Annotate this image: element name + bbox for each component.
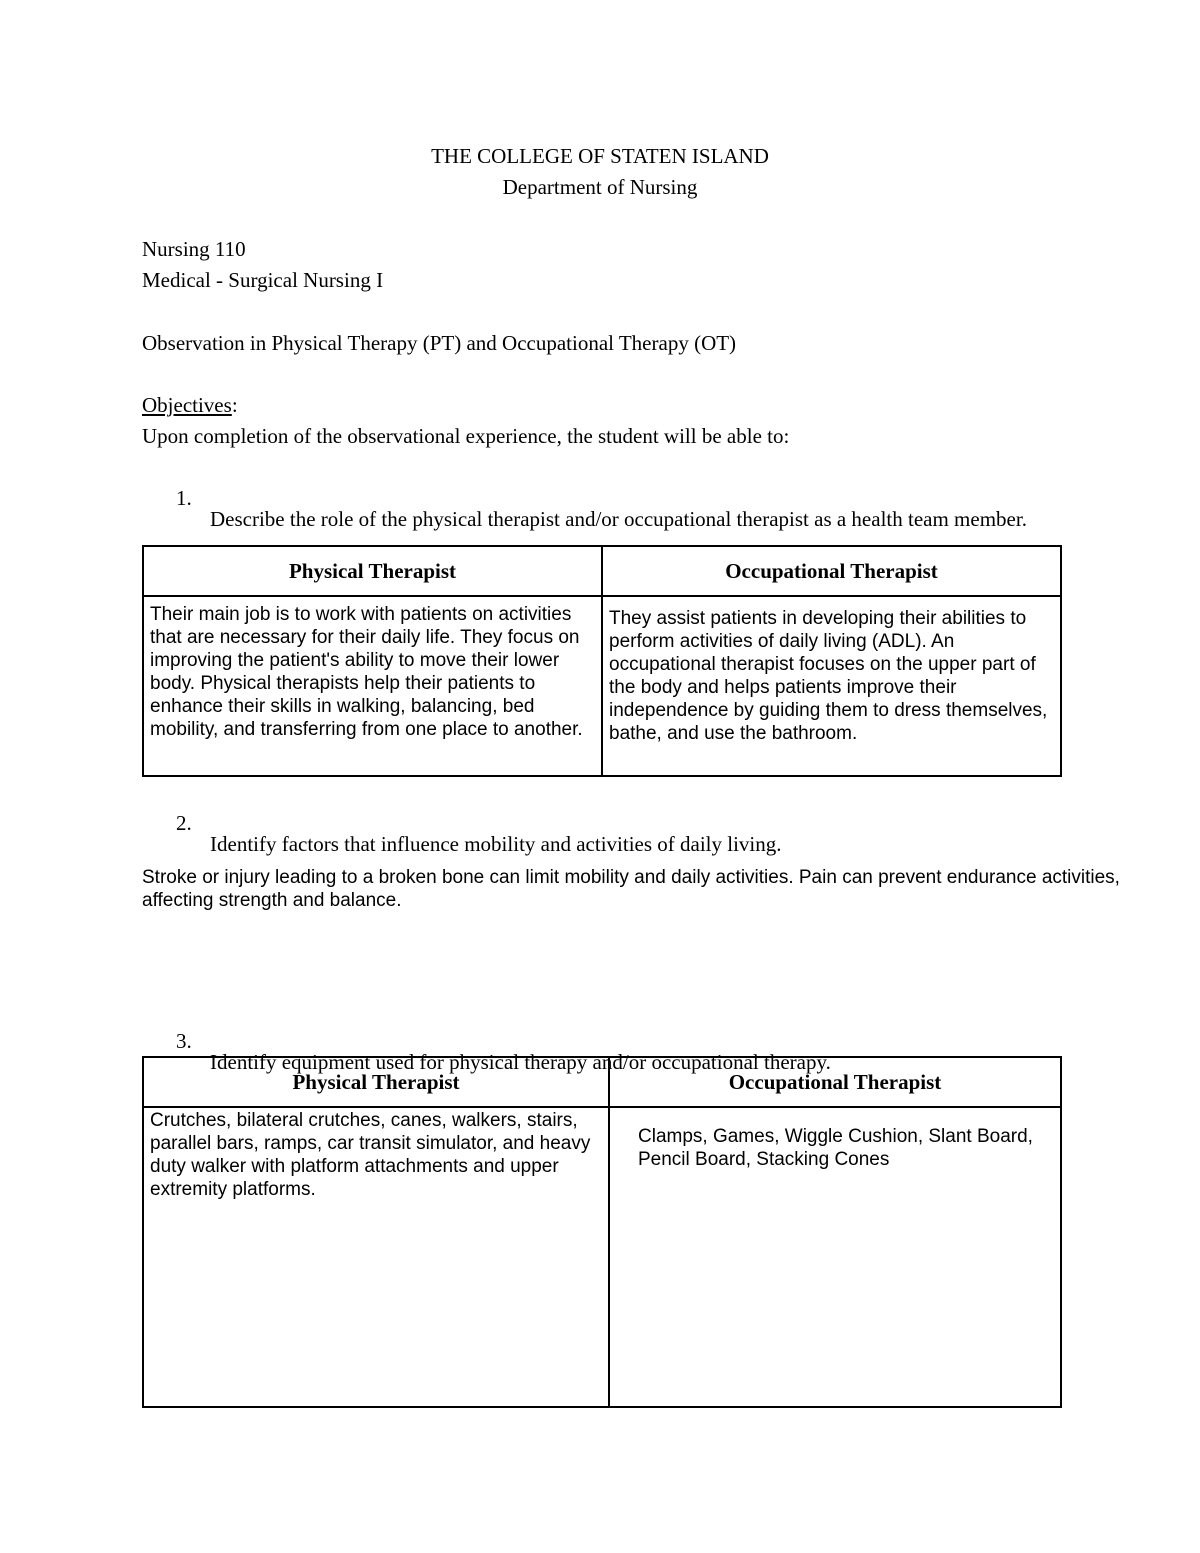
department-title: Department of Nursing <box>502 175 698 199</box>
course-title: Medical - Surgical Nursing I <box>142 268 384 292</box>
role-table <box>142 545 1062 777</box>
equipment-table-header-pt: Physical Therapist <box>143 1057 609 1107</box>
equipment-table-cell-ot <box>609 1107 1061 1407</box>
equipment-table-text-pt: Crutches, bilateral crutches, canes, walkers, stairs, parallel bars, ramps, car transit simulator, and heavy duty walker with platform attachments and upper extremity platforms. <box>150 1110 591 1200</box>
objectives-heading-text: Objectives <box>142 393 232 417</box>
item-number-3: 3. <box>176 1029 192 1053</box>
role-table-cell-ot <box>602 596 1061 776</box>
objectives-heading <box>142 390 238 421</box>
equipment-table-header-ot: Occupational Therapist <box>609 1057 1061 1107</box>
equipment-table <box>142 1056 1062 1408</box>
item-text-2: Identify factors that influence mobility and activities of daily living. <box>210 832 782 856</box>
item-number-1: 1. <box>176 486 192 510</box>
role-table-cell-pt <box>143 596 602 776</box>
assignment-title: Observation in Physical Therapy (PT) and Occupational Therapy (OT) <box>142 331 737 355</box>
role-table-header-ot: Occupational Therapist <box>602 546 1061 596</box>
course-number: Nursing 110 <box>142 237 246 261</box>
item-text-1: Describe the role of the physical therapist and/or occupational therapist as a health team member. <box>210 507 1027 531</box>
factors-answer: Stroke or injury leading to a broken bone can limit mobility and daily activities. Pain can prevent endurance activities, affecting strength and balance. <box>142 867 1120 911</box>
equipment-table-cell-pt <box>143 1107 609 1407</box>
item-number-2: 2. <box>176 811 192 835</box>
role-table-header-pt: Physical Therapist <box>143 546 602 596</box>
role-table-text-pt: Their main job is to work with patients on activities that are necessary for their daily life. They focus on improving the patient's ability to move their lower body. Physical therapists help their patients to enhance their skills in walking, balancing, bed mobility, and transferring from one place to another. <box>150 604 583 740</box>
item-text-3: Identify equipment used for physical therapy and/or occupational therapy. <box>210 1050 831 1074</box>
institution-title: THE COLLEGE OF STATEN ISLAND <box>431 144 769 168</box>
equipment-table-text-ot: Clamps, Games, Wiggle Cushion, Slant Board, Pencil Board, Stacking Cones <box>638 1126 1033 1170</box>
role-table-text-ot: They assist patients in developing their abilities to perform activities of daily living (ADL). An occupational therapist focuses on the upper part of the body and helps patients improve their independence by guiding them to dress themselves, bathe, and use the bathroom. <box>609 608 1048 744</box>
objectives-intro: Upon completion of the observational experience, the student will be able to: <box>142 424 790 448</box>
objectives-heading-colon: : <box>231 393 238 417</box>
